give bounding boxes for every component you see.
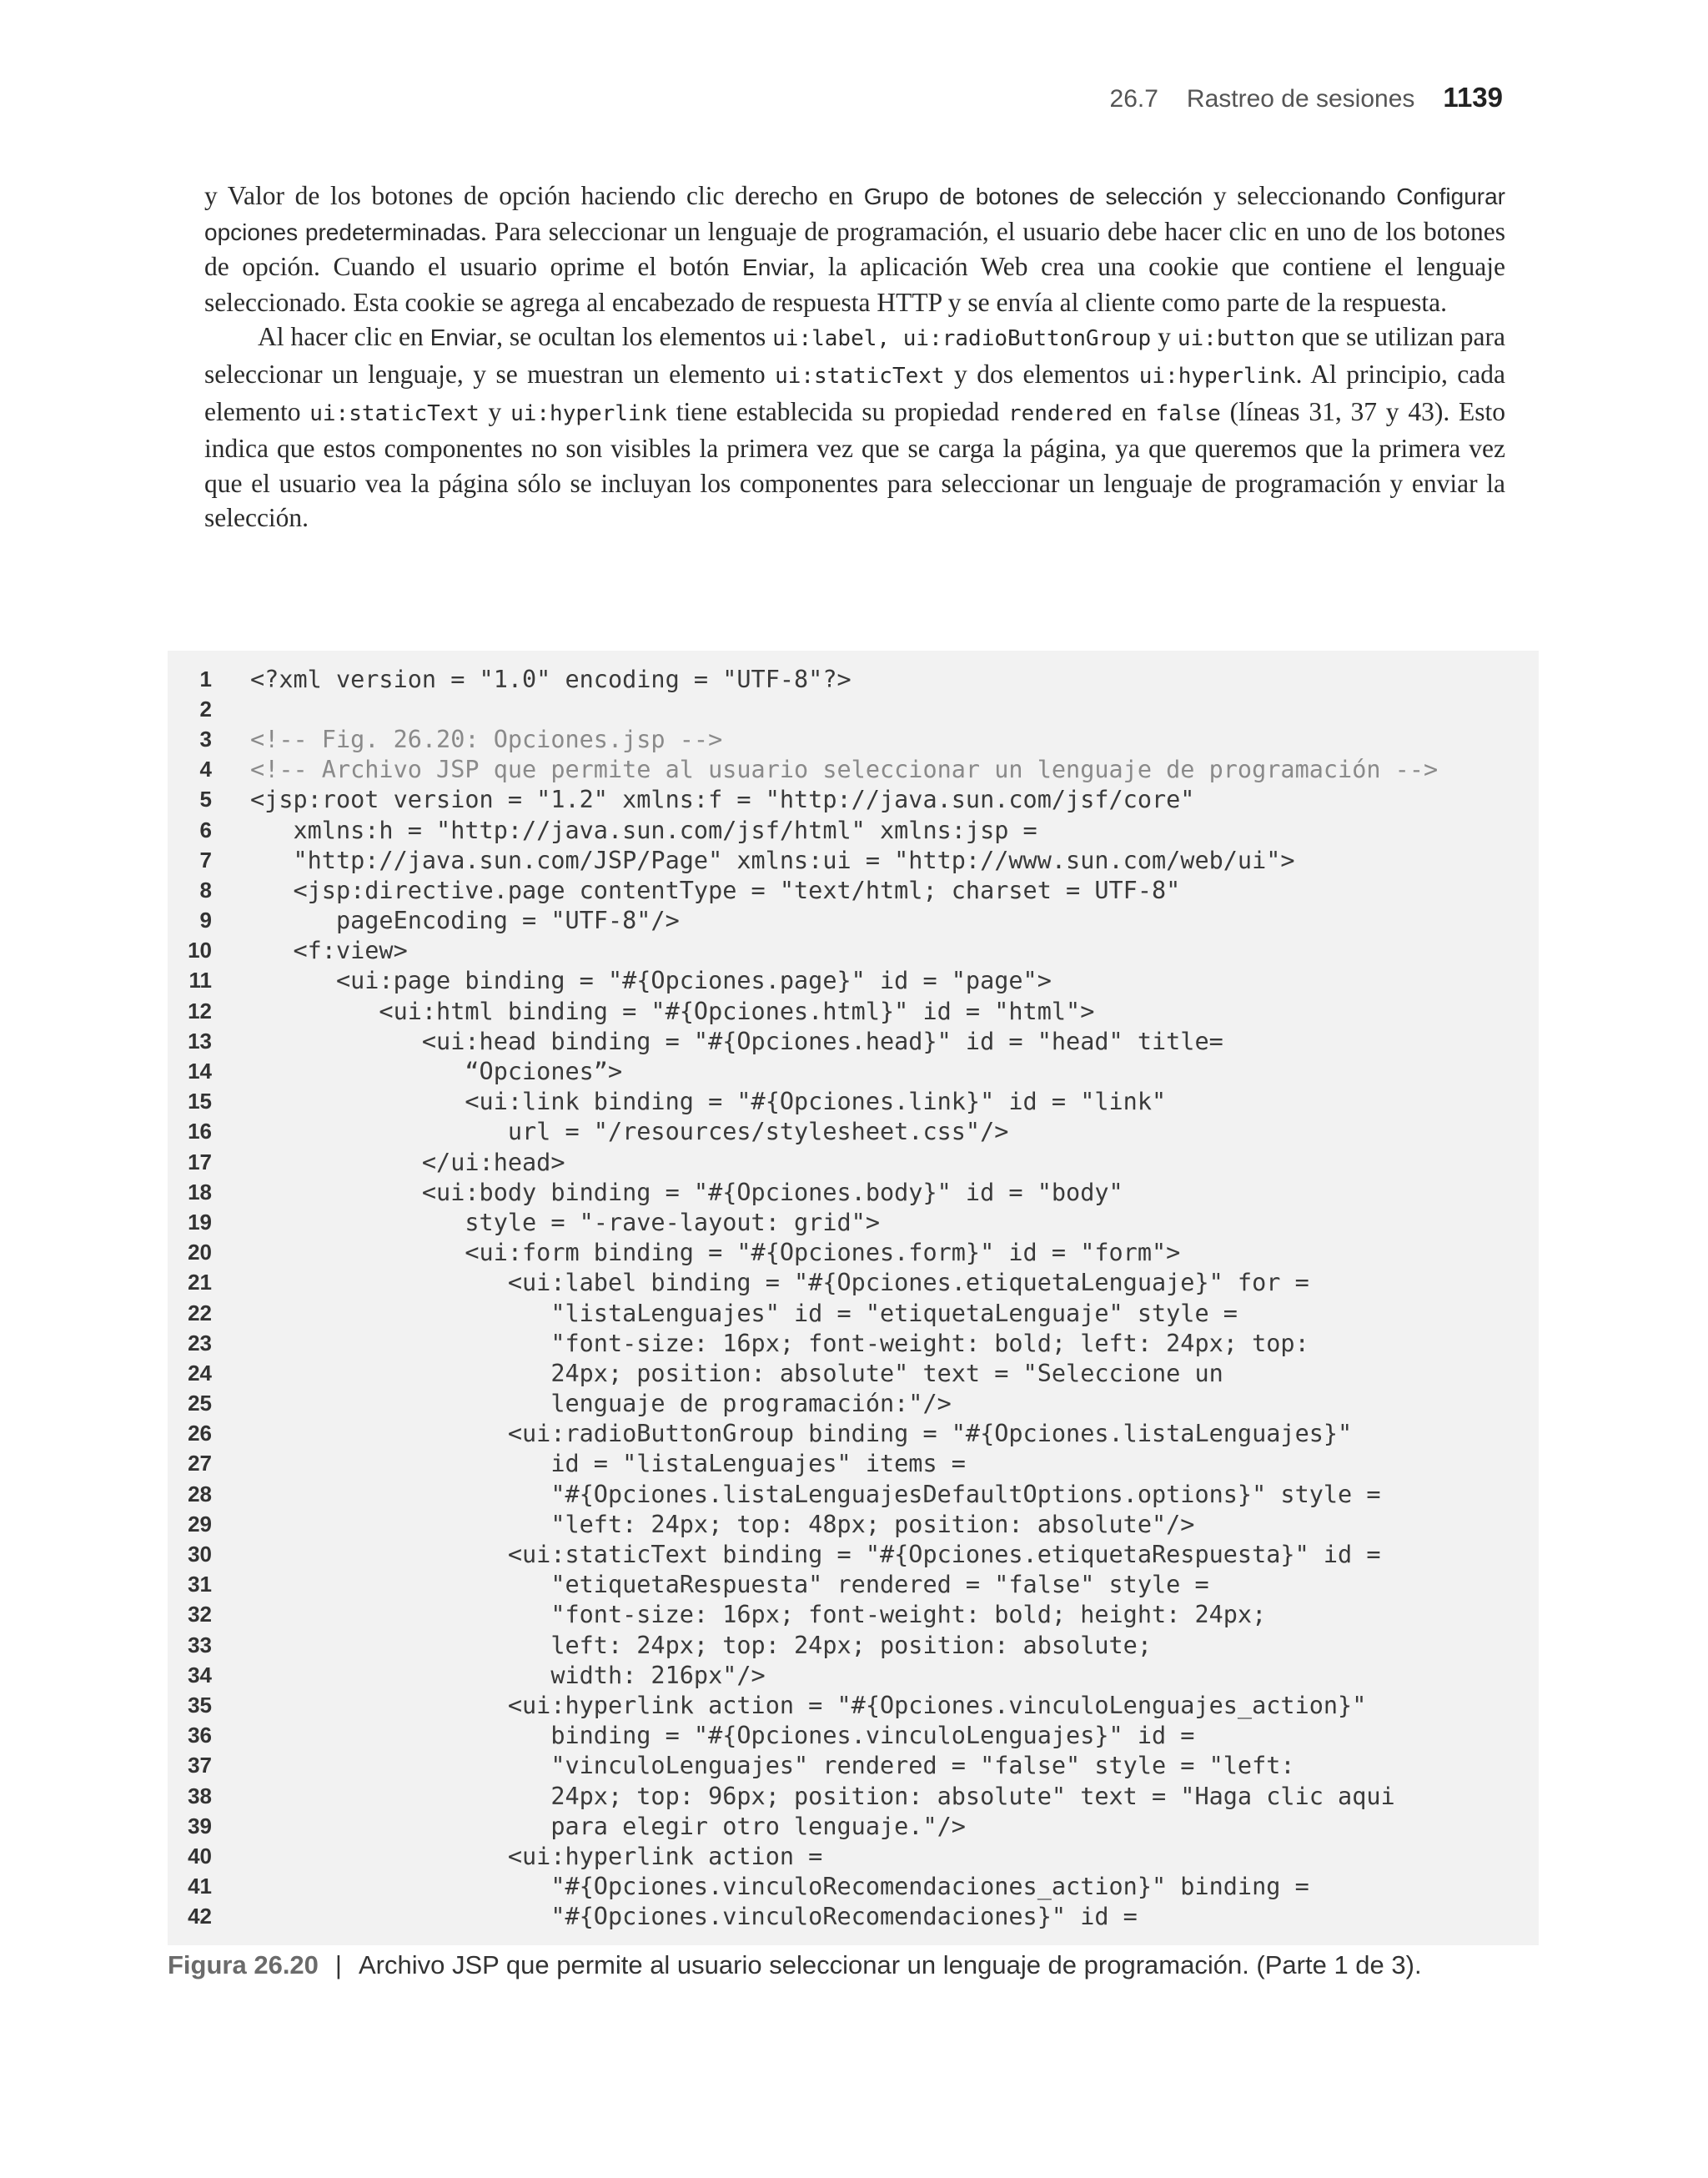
line-number: 19 — [188, 1209, 212, 1235]
code-line — [168, 1117, 1438, 1147]
code-text: <?xml version = "1.0" encoding = "UTF-8"?> — [250, 665, 851, 693]
line-number: 39 — [188, 1813, 212, 1838]
code-text: xmlns:h = "http://java.sun.com/jsf/html" xmlns:jsp = — [250, 816, 1037, 844]
line-number: 10 — [188, 938, 212, 963]
line-number: 23 — [188, 1330, 212, 1356]
code-line — [168, 1056, 1438, 1086]
code-text: <ui:staticText binding = "#{Opciones.etiquetaRespuesta}" id = — [250, 1541, 1381, 1569]
code-text: style = "-rave-layout: grid"> — [250, 1208, 880, 1236]
code-text: <ui:html binding = "#{Opciones.html}" id = "html"> — [250, 997, 1095, 1025]
line-number: 42 — [188, 1904, 212, 1929]
line-number: 1 — [199, 666, 212, 692]
code-term: ui:hyperlink — [510, 400, 667, 426]
code-text: “Opciones”> — [250, 1058, 623, 1086]
code-text: 24px; position: absolute" text = "Seleccione un — [250, 1359, 1223, 1387]
code-line — [168, 996, 1438, 1026]
code-text: left: 24px; top: 24px; position: absolute; — [250, 1631, 1152, 1659]
line-number: 8 — [199, 877, 212, 903]
text-run: que se utilizan para seleccionar un lenguaje, y se muestran un elemento — [204, 322, 1505, 389]
code-term: , — [877, 326, 903, 352]
code-text: <jsp:root version = "1.2" xmlns:f = "http://java.sun.com/jsf/core" — [250, 786, 1195, 814]
code-text: <!-- Fig. 26.20: Opciones.jsp --> — [250, 725, 723, 753]
code-line — [168, 1811, 1438, 1841]
line-number: 20 — [188, 1240, 212, 1265]
code-text: "#{Opciones.vinculoRecomendaciones_action}" binding = — [250, 1873, 1309, 1901]
code-line — [168, 1238, 1438, 1268]
text-run: y — [479, 396, 511, 426]
code-line — [168, 1751, 1438, 1781]
code-text: binding = "#{Opciones.vinculoLenguajes}" id = — [250, 1722, 1195, 1750]
code-line — [168, 1660, 1438, 1690]
code-line — [168, 1872, 1438, 1902]
code-text: "http://java.sun.com/JSP/Page" xmlns:ui = "http://www.sun.com/web/ui"> — [250, 846, 1295, 874]
text-run: y — [1151, 322, 1178, 352]
code-text: "vinculoLenguajes" rendered = "false" style = "left: — [250, 1752, 1295, 1780]
paragraph-1 — [204, 179, 1505, 319]
code-line — [168, 1449, 1438, 1479]
code-text: lenguaje de programación:"/> — [250, 1390, 952, 1418]
code-text: "#{Opciones.vinculoRecomendaciones}" id = — [250, 1903, 1138, 1931]
line-number: 6 — [199, 817, 212, 843]
line-number: 13 — [188, 1028, 212, 1054]
text-run: , se ocultan los elementos — [496, 322, 773, 352]
code-text: <ui:body binding = "#{Opciones.body}" id = "body" — [250, 1178, 1123, 1206]
code-text: "font-size: 16px; font-weight: bold; left: 24px; top: — [250, 1329, 1309, 1357]
line-number: 14 — [188, 1059, 212, 1084]
code-term: ui:staticText — [775, 363, 945, 389]
text-run: y seleccionando — [1203, 181, 1397, 210]
figure-caption — [168, 1950, 1422, 1980]
line-number: 7 — [199, 847, 212, 873]
code-line — [168, 1147, 1438, 1177]
code-line — [168, 664, 1438, 694]
code-text: <ui:hyperlink action = "#{Opciones.vinculoLenguajes_action}" — [250, 1691, 1367, 1719]
code-text: <ui:label binding = "#{Opciones.etiquetaLenguaje}" for = — [250, 1269, 1309, 1297]
code-line — [168, 1087, 1438, 1117]
line-number: 12 — [188, 998, 212, 1024]
text-run: (líneas 31, 37 y 43). Esto indica que estos componentes no son visibles la primera vez que se carga la página, ya que queremos que la primera vez que el usuario vea la página sólo se incluyan los componentes para seleccionar un lenguaje de programación y enviar la selección. — [204, 396, 1505, 533]
line-number: 34 — [188, 1662, 212, 1688]
code-listing — [168, 651, 1539, 1945]
code-line — [168, 1389, 1438, 1419]
code-line — [168, 1902, 1438, 1932]
code-line — [168, 1177, 1438, 1207]
body-text — [204, 179, 1505, 536]
text-run: . Al principio, cada elemento — [204, 359, 1505, 426]
line-number: 32 — [188, 1602, 212, 1627]
code-line — [168, 1268, 1438, 1298]
ui-term: Enviar — [742, 254, 809, 281]
code-line — [168, 1721, 1438, 1751]
line-number: 26 — [188, 1421, 212, 1446]
text-run: y dos elementos — [944, 359, 1139, 389]
text-run: tiene establecida su propiedad — [666, 396, 1008, 426]
text-run: y Valor de los botones de opción haciendo clic derecho en — [204, 181, 864, 210]
code-text: <ui:hyperlink action = — [250, 1842, 823, 1870]
figure-label: Figura 26.20 — [168, 1950, 319, 1979]
line-number: 17 — [188, 1149, 212, 1175]
ui-term: Configurar opciones predeterminadas — [204, 184, 1505, 245]
text-run: en — [1113, 396, 1156, 426]
code-line — [168, 755, 1438, 785]
code-line — [168, 694, 1438, 724]
text-run: Al hacer clic en — [258, 322, 430, 352]
line-number: 9 — [199, 908, 212, 933]
code-text: id = "listaLenguajes" items = — [250, 1450, 966, 1478]
code-line — [168, 936, 1438, 966]
line-number: 2 — [199, 696, 212, 722]
line-number: 25 — [188, 1391, 212, 1416]
line-number: 35 — [188, 1692, 212, 1718]
line-number: 24 — [188, 1360, 212, 1386]
code-line — [168, 845, 1438, 875]
page-number: 1139 — [1443, 82, 1503, 113]
code-term: ui:radioButtonGroup — [902, 326, 1152, 352]
code-line — [168, 1509, 1438, 1539]
line-number: 40 — [188, 1843, 212, 1869]
code-text: <ui:page binding = "#{Opciones.page}" id = "page"> — [250, 967, 1052, 995]
code-term: rendered — [1007, 400, 1113, 426]
code-line — [168, 1781, 1438, 1811]
code-line — [168, 906, 1438, 936]
line-number: 33 — [188, 1632, 212, 1657]
line-number: 28 — [188, 1481, 212, 1506]
code-text: para elegir otro lenguaje."/> — [250, 1812, 966, 1840]
line-number: 29 — [188, 1511, 212, 1537]
code-line — [168, 1690, 1438, 1720]
code-line — [168, 785, 1438, 815]
code-text: <ui:form binding = "#{Opciones.form}" id = "form"> — [250, 1239, 1181, 1267]
code-text: <ui:link binding = "#{Opciones.link}" id = "link" — [250, 1088, 1167, 1116]
code-lines — [168, 664, 1438, 1932]
code-text: "listaLenguajes" id = "etiquetaLenguaje" style = — [250, 1299, 1238, 1327]
code-line — [168, 815, 1438, 845]
code-text: "left: 24px; top: 48px; position: absolute"/> — [250, 1510, 1195, 1538]
line-number: 11 — [188, 968, 212, 993]
section-title: Rastreo de sesiones — [1186, 85, 1415, 113]
code-line — [168, 1479, 1438, 1509]
code-text: <ui:radioButtonGroup binding = "#{Opciones.listaLenguajes}" — [250, 1420, 1353, 1448]
code-term: ui:label — [772, 326, 877, 352]
code-line — [168, 1207, 1438, 1237]
code-line — [168, 1298, 1438, 1328]
code-text: <f:view> — [250, 937, 408, 965]
code-line — [168, 1328, 1438, 1358]
line-number: 31 — [188, 1572, 212, 1597]
line-number: 5 — [199, 787, 212, 812]
line-number: 27 — [188, 1451, 212, 1476]
line-number: 30 — [188, 1542, 212, 1567]
section-number: 26.7 — [1109, 85, 1158, 113]
code-line — [168, 1600, 1438, 1630]
code-text: pageEncoding = "UTF-8"/> — [250, 907, 680, 935]
code-text: "font-size: 16px; font-weight: bold; height: 24px; — [250, 1601, 1267, 1629]
code-text: "#{Opciones.listaLenguajesDefaultOptions.options}" style = — [250, 1480, 1381, 1508]
line-number: 22 — [188, 1300, 212, 1325]
code-line — [168, 966, 1438, 996]
code-term: ui:hyperlink — [1138, 363, 1296, 389]
code-line — [168, 724, 1438, 754]
line-number: 3 — [199, 726, 212, 752]
ui-term: Enviar — [430, 324, 497, 351]
paragraph-2 — [204, 319, 1505, 536]
code-text: <ui:head binding = "#{Opciones.head}" id = "head" title= — [250, 1027, 1223, 1055]
text-run: , la aplicación Web crea una cookie que contiene el lenguaje seleccionado. Esta cookie se agrega al encabezado de respuesta HTTP y se envía al cliente como parte de la respuesta. — [204, 252, 1505, 317]
line-number: 21 — [188, 1270, 212, 1295]
line-number: 15 — [188, 1089, 212, 1114]
code-line — [168, 1026, 1438, 1056]
caption-text: Archivo JSP que permite al usuario seleccionar un lenguaje de programación. (Parte 1 de 3). — [358, 1950, 1422, 1979]
code-line — [168, 1630, 1438, 1660]
code-text: </ui:head> — [250, 1148, 565, 1176]
line-number: 16 — [188, 1119, 212, 1144]
code-text: url = "/resources/stylesheet.css"/> — [250, 1118, 1009, 1146]
line-number: 4 — [199, 757, 212, 782]
code-line — [168, 1841, 1438, 1871]
line-number: 37 — [188, 1753, 212, 1778]
code-line — [168, 1570, 1438, 1600]
code-line — [168, 1419, 1438, 1449]
code-text: 24px; top: 96px; position: absolute" text = "Haga clic aqui — [250, 1782, 1395, 1810]
text-run: . Para seleccionar un lenguaje de programación, el usuario debe hacer clic en uno de los botones de opción. Cuando el usuario oprime el botón — [204, 216, 1505, 282]
code-line — [168, 1358, 1438, 1388]
line-number: 18 — [188, 1179, 212, 1205]
code-term: ui:staticText — [309, 400, 480, 426]
code-text: width: 216px"/> — [250, 1661, 766, 1689]
ui-term: Grupo de botones de selección — [863, 184, 1203, 209]
code-text: <jsp:directive.page contentType = "text/html; charset = UTF-8" — [250, 876, 1181, 904]
caption-separator: | — [334, 1950, 342, 1979]
code-line — [168, 875, 1438, 905]
code-term: false — [1155, 400, 1221, 426]
line-number: 41 — [188, 1874, 212, 1899]
code-text: <!-- Archivo JSP que permite al usuario seleccionar un lenguaje de programación --> — [250, 756, 1439, 784]
running-header — [1110, 82, 1503, 113]
line-number: 38 — [188, 1783, 212, 1808]
code-text: "etiquetaRespuesta" rendered = "false" style = — [250, 1571, 1209, 1599]
code-line — [168, 1539, 1438, 1569]
code-term: ui:button — [1177, 326, 1295, 352]
line-number: 36 — [188, 1723, 212, 1748]
